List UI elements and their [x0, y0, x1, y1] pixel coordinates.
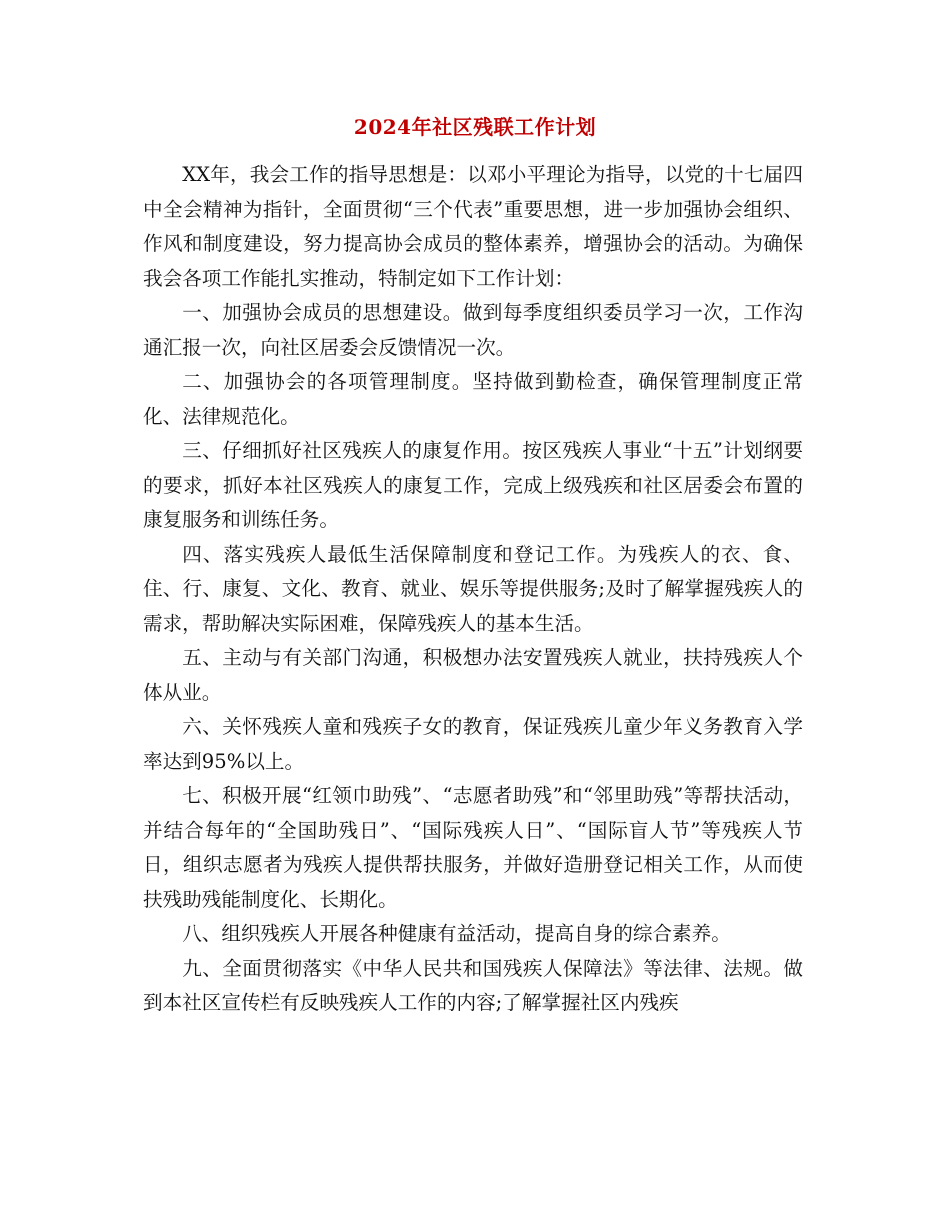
paragraph-item-3: 三、仔细抓好社区残疾人的康复作用。按区残疾人事业“十五”计划纲要的要求，抓好本社区残疾人的康复工作，完成上级残疾和社区居委会布置的康复服务和训练任务。 — [143, 439, 803, 531]
paragraph-item-2: 二、加强协会的各项管理制度。坚持做到勤检查，确保管理制度正常化、法律规范化。 — [143, 370, 803, 428]
document-body — [143, 158, 803, 1021]
paragraph-item-5: 五、主动与有关部门沟通，积极想办法安置残疾人就业，扶持残疾人个体从业。 — [143, 646, 803, 704]
paragraph-item-6: 六、关怀残疾人童和残疾子女的教育，保证残疾儿童少年义务教育入学率达到95%以上。 — [143, 715, 803, 773]
paragraph-item-8: 八、组织残疾人开展各种健康有益活动，提高自身的综合素养。 — [182, 922, 731, 945]
paragraph-item-1: 一、加强协会成员的思想建设。做到每季度组织委员学习一次，工作沟通汇报一次，向社区居委会反馈情况一次。 — [143, 301, 803, 359]
paragraph-item-9: 九、全面贯彻落实《中华人民共和国残疾人保障法》等法律、法规。做到本社区宣传栏有反映残疾人工作的内容;了解掌握社区内残疾 — [143, 956, 803, 1014]
document-title: 2024年社区残联工作计划 — [353, 115, 597, 139]
paragraph-item-4: 四、落实残疾人最低生活保障制度和登记工作。为残疾人的衣、食、住、行、康复、文化、教育、就业、娱乐等提供服务;及时了解掌握残疾人的需求，帮助解决实际困难，保障残疾人的基本生活。 — [143, 542, 803, 635]
paragraph-item-7: 七、积极开展“红领巾助残”、“志愿者助残”和“邻里助残”等帮扶活动，并结合每年的“全国助残日”、“国际残疾人日”、“国际盲人节”等残疾人节日，组织志愿者为残疾人提供帮扶服务，并做好造册登记相关工作，从而使扶残助残能制度化、长期化。 — [143, 784, 803, 911]
paragraph-intro: XX年，我会工作的指导思想是：以邓小平理论为指导，以党的十七届四中全会精神为指针，全面贯彻“三个代表”重要思想，进一步加强协会组织、作风和制度建设，努力提高协会成员的整体素养，增强协会的活动。为确保我会各项工作能扎实推动，特制定如下工作计划： — [143, 163, 803, 290]
